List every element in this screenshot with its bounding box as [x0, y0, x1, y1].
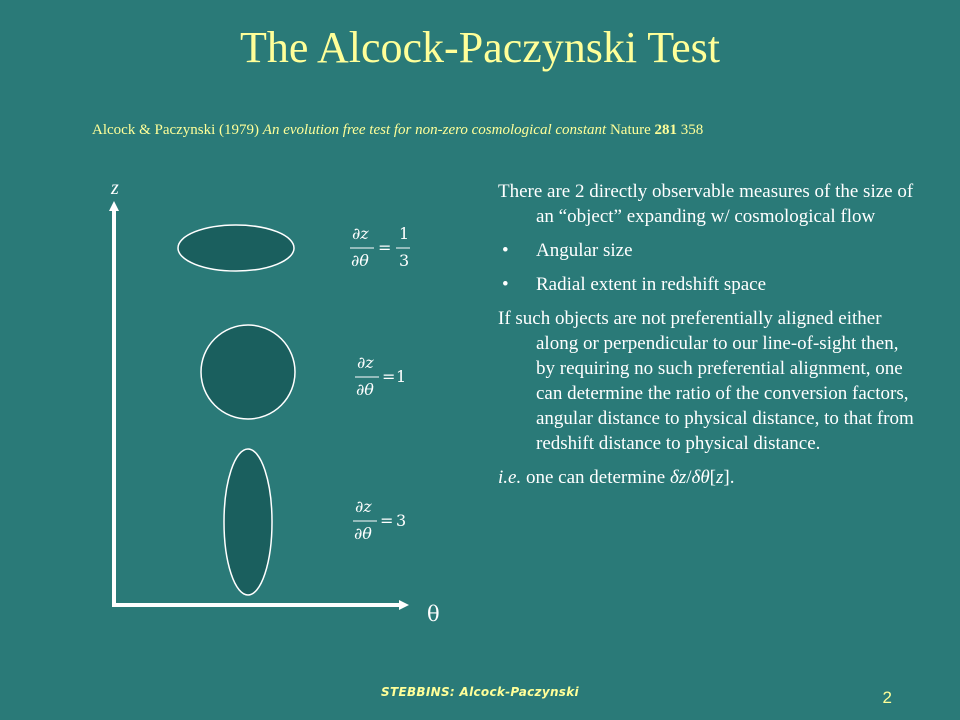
bullet-dot: • — [502, 274, 509, 295]
eq1-lhs-num: ∂z — [352, 224, 369, 243]
eq2-lhs-den: ∂θ — [356, 380, 374, 399]
page-number: 2 — [882, 688, 892, 707]
eq1-eq: = — [378, 238, 392, 257]
oblate-ellipse — [178, 225, 294, 271]
delta-z: δz — [669, 467, 687, 488]
bullet-dot: • — [502, 240, 509, 261]
bullet-label: Radial extent in redshift space — [536, 274, 767, 295]
citation-journal: Nature — [609, 122, 651, 138]
conclusion-paragraph — [498, 465, 918, 490]
explanation-paragraph: If such objects are not preferentially aligned either along or perpendicular to our line-of-sight then, by requiring no such preferential alignment, one can determine the ratio of the conversion factors, angular distance to physical distance, to that from redshift distance to physical distance. — [498, 308, 914, 454]
intro-paragraph: There are 2 directly observable measures of the size of an “object” expanding w/ cosmological flow — [498, 181, 914, 227]
z-axis-label: z — [111, 177, 119, 199]
z-symbol: z — [716, 467, 724, 488]
bullet-item — [498, 272, 918, 297]
equation-one-third — [350, 224, 410, 270]
eq3-rhs: 3 — [396, 511, 407, 530]
eq3-lhs-den: ∂θ — [354, 524, 372, 543]
slide-title: The Alcock-Paczynski Test — [240, 23, 720, 72]
open-bracket: [ — [709, 467, 716, 488]
prolate-ellipse — [224, 449, 272, 595]
eq1-lhs-den: ∂θ — [351, 251, 369, 270]
eq2-lhs-num: ∂z — [357, 353, 374, 372]
equation-one — [355, 353, 406, 399]
eq2-rhs: 1 — [396, 367, 407, 386]
citation-article: An evolution free test for non-zero cosmological constant — [262, 122, 607, 138]
eq3-eq: = — [380, 511, 394, 530]
theta-axis-label: θ — [427, 602, 440, 626]
close-bracket: ]. — [723, 467, 735, 488]
eq1-rhs-den: 3 — [399, 251, 410, 270]
citation-authors: Alcock & Paczynski (1979) — [92, 122, 260, 138]
citation-page: 358 — [680, 122, 704, 138]
bullet-item — [498, 238, 918, 263]
citation-volume: 281 — [654, 122, 678, 138]
delta-theta: δθ — [691, 467, 710, 488]
conclusion-middle: one can determine — [521, 467, 670, 488]
ie-text: i.e. — [498, 467, 522, 488]
eq2-eq: = — [382, 367, 396, 386]
sphere-circle — [201, 325, 295, 419]
bullet-label: Angular size — [536, 240, 633, 261]
body-text — [498, 179, 918, 499]
slash: / — [686, 467, 692, 488]
footer: STEBBINS: Alcock-Paczynski — [381, 685, 579, 699]
eq3-lhs-num: ∂z — [355, 497, 372, 516]
equation-three — [353, 497, 406, 543]
eq1-rhs-num: 1 — [399, 224, 410, 243]
